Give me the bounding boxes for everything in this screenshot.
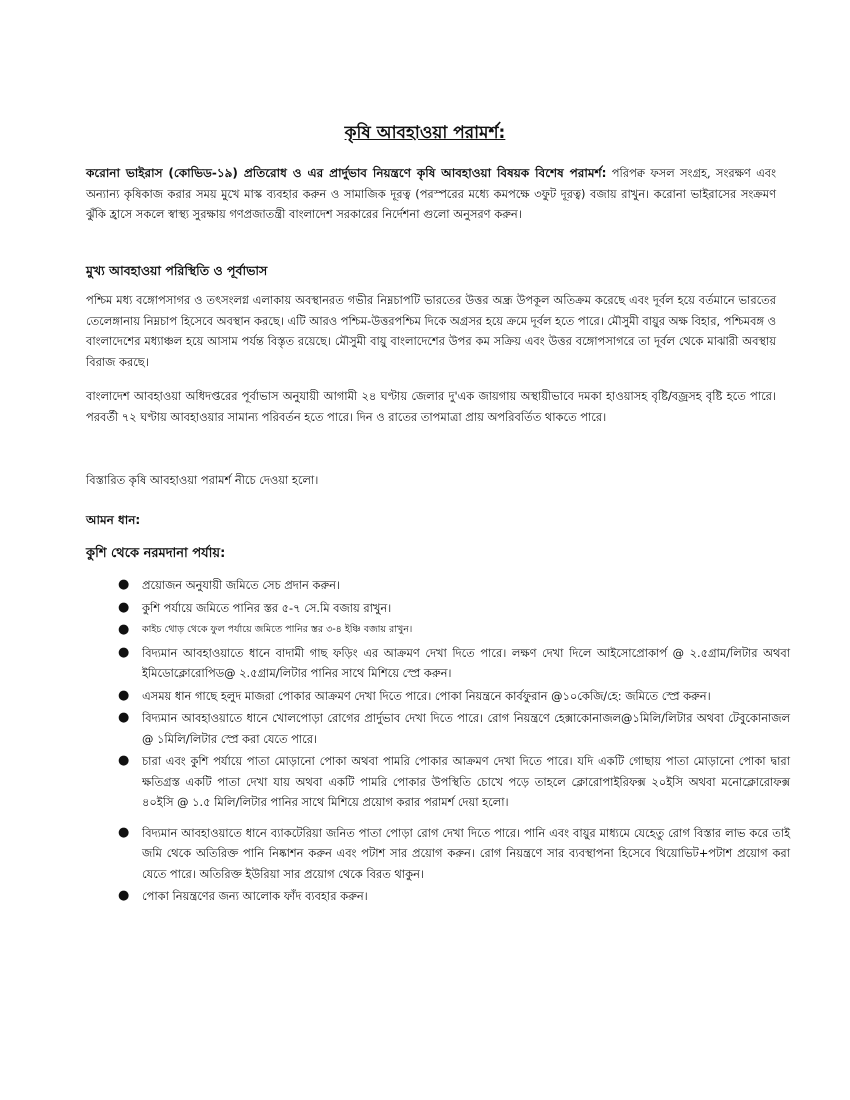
list-item bbox=[110, 620, 790, 641]
list-item-text: কুশি পর্যায়ে জমিতে পানির স্তর ৫-৭ সে.মি বজায় রাখুন। bbox=[142, 600, 392, 615]
list-item bbox=[110, 886, 790, 907]
weather-situation-paragraph: পশ্চিম মধ্য বঙ্গোপসাগর ও তৎসংলগ্ন এলাকায় অবস্থানরত গভীর নিম্নচাপটি ভারতের উত্তর অন্ধ্র উপকূল অতিক্রম করেছে এবং দূর্বল হয়ে বর্তমানে ভারতের তেলেঙ্গানায় নিম্নচাপ হিসেবে অবস্থান করছে। এটি আরও পশ্চিম-উত্তরপশ্চিম দিকে অগ্রসর হয়ে ক্রমে দূর্বল হতে পারে। মৌসুমী বায়ুর অক্ষ বিহার, পশ্চিমবঙ্গ ও বাংলাদেশের মধ্যাঞ্চল হয়ে আসাম পর্যন্ত বিস্তৃত রয়েছে। মৌসুমী বায়ু বাংলাদেশের উপর কম সক্রিয় এবং উত্তর বঙ্গোপসাগরে তা দূর্বল থেকে মাঝারী অবস্থায় বিরাজ করছে। bbox=[86, 293, 776, 369]
document-title: কৃষি আবহাওয়া পরামর্শ: bbox=[344, 123, 506, 143]
advice-list bbox=[110, 575, 790, 907]
bullet-icon: ● bbox=[118, 710, 130, 725]
list-item-text: প্রয়োজন অনুযায়ী জমিতে সেচ প্রদান করুন। bbox=[142, 578, 341, 592]
bullet-icon: ● bbox=[118, 687, 130, 703]
weather-forecast-paragraph: বাংলাদেশ আবহাওয়া অধিদপ্তরের পূর্বাভাস অনুযায়ী আগামী ২৪ ঘণ্টায় জেলার দু'এক জায়গায় অস্থায়ীভাবে দমকা হাওয়াসহ বৃষ্টি/বজ্রসহ বৃষ্টি হতে পারে। পরবর্তী ৭২ ঘণ্টায় আবহাওয়ার সামান্য পরিবর্তন হতে পারে। দিন ও রাতের তাপমাত্রা প্রায় অপরিবর্তিত থাকতে পারে। bbox=[86, 389, 776, 424]
bullet-icon: ● bbox=[118, 888, 130, 903]
crop-heading: আমন ধান: bbox=[86, 513, 141, 527]
list-item-text: পোকা নিয়ন্ত্রণের জন্য আলোক ফাঁদ ব্যবহার করুন। bbox=[142, 889, 368, 903]
list-item-text: চারা এবং কুশি পর্যায়ে পাতা মোড়ানো পোকা অথবা পামরি পোকার আক্রমণ দেখা দিতে পারে। যদি একটি গোছায় পাতা মোড়ানো পোকা দ্বারা ক্ষতিগ্রস্ত একটি পাতা দেখা যায় অথবা একটি পামরি পোকার উপস্থিতি চোখে পড়ে তাহলে ক্লোরোপাইরিফক্স ২০ইসি অথবা মনোক্লোরোফক্স ৪০ইসি @ ১.৫ মিলি/লিটার পানির সাথে মিশিয়ে প্রয়োগ করার পরামর্শ দেয়া হলো। bbox=[142, 754, 790, 809]
bullet-icon: ● bbox=[118, 599, 130, 615]
covid-advisory-paragraph bbox=[86, 163, 776, 225]
weather-section-heading: মুখ্য আবহাওয়া পরিস্থিতি ও পূর্বাভাস bbox=[86, 263, 268, 278]
covid-advisory-lead: করোনা ভাইরাস (কোভিড-১৯) প্রতিরোধ ও এর প্রার্দুভাব নিয়ন্ত্রণে কৃষি আবহাওয়া বিষয়ক বিশেষ পরামর্শ: bbox=[86, 166, 607, 180]
list-item-text: বিদ্যমান আবহাওয়াতে ধানে বাদামী গাছ ফড়িং এর আক্রমণ দেখা দিতে পারে। লক্ষণ দেখা দিলে আইসোপ্রোকার্প @ ২.৫গ্রাম/লিটার অথবা ইমিডোক্লোরোপিড@ ২.৫গ্রাম/লিটার পানির সাথে মিশিয়ে স্প্রে করুন। bbox=[142, 645, 790, 680]
list-item bbox=[110, 823, 790, 885]
list-item-text: বিদ্যমান আবহাওয়াতে ধানে খোলপোড়া রোগের প্রার্দুভাব দেখা দিতে পারে। রোগ নিয়ন্ত্রণে হেক্সাকোনাজল@১মিলি/লিটার অথবা টেবুকোনাজল @ ১মিলি/লিটার স্প্রে করা যেতে পারে। bbox=[142, 711, 790, 746]
bullet-icon: ● bbox=[118, 577, 130, 592]
list-item bbox=[110, 643, 790, 684]
detail-note: বিস্তারিত কৃষি আবহাওয়া পরামর্শ নীচে দেওয়া হলো। bbox=[86, 473, 319, 487]
covid-advisory-body: পরিপক্ব ফসল সংগ্রহ, সংরক্ষণ এবং অন্যান্য কৃষিকাজ করার সময় মুখে মাস্ক ব্যবহার করুন ও সামাজিক দূরত্ব (পরস্পরের মধ্যে কমপক্ষে ৩ফুট দূরত্ব) বজায় রাখুন। করোনা ভাইরাসের সংক্রমণ ঝুঁকি হ্রাসে সকলে স্বাস্থ্য সুরক্ষায় গণপ্রজাতন্ত্রী বাংলাদেশ সরকারের নির্দেশনা গুলো অনুসরণ করুন। bbox=[86, 166, 777, 221]
list-item bbox=[110, 708, 790, 749]
list-item bbox=[110, 575, 790, 596]
bullet-icon: ● bbox=[118, 824, 130, 840]
list-item-text: কাইচ থোড় থেকে ফুল পর্যায়ে জমিতে পানির স্তর ৩-৪ ইঞ্চি বজায় রাখুন। bbox=[142, 624, 413, 635]
list-item bbox=[110, 598, 790, 619]
list-item bbox=[110, 686, 790, 707]
list-item bbox=[110, 751, 790, 813]
bullet-icon: ● bbox=[118, 753, 130, 768]
stage-heading: কুশি থেকে নরমদানা পর্যায়: bbox=[86, 546, 226, 561]
list-item-text: এসময় ধান গাছে হলুদ মাজরা পোকার আক্রমণ দেখা দিতে পারে। পোকা নিয়ন্ত্রনে কার্বফুরান @১০কেজি/হে: জমিতে স্প্রে করুন। bbox=[142, 688, 711, 703]
bullet-icon: ● bbox=[118, 622, 130, 637]
bullet-icon: ● bbox=[118, 644, 130, 660]
list-item-text: বিদ্যমান আবহাওয়াতে ধানে ব্যাকটেরিয়া জনিত পাতা পোড়া রোগ দেখা দিতে পারে। পানি এবং বায়ুর মাধ্যমে যেহেতু রোগ বিস্তার লাভ করে তাই জমি থেকে অতিরিক্ত পানি নিষ্কাশন করুন এবং পটাশ সার প্রয়োগ করুন। রোগ নিয়ন্ত্রণে সার ব্যবস্থাপনা হিসেবে থিয়োভিট+পটাশ প্রয়োগ করা যেতে পারে। অতিরিক্ত ইউরিয়া সার প্রয়োগ থেকে বিরত থাকুন। bbox=[142, 825, 790, 881]
